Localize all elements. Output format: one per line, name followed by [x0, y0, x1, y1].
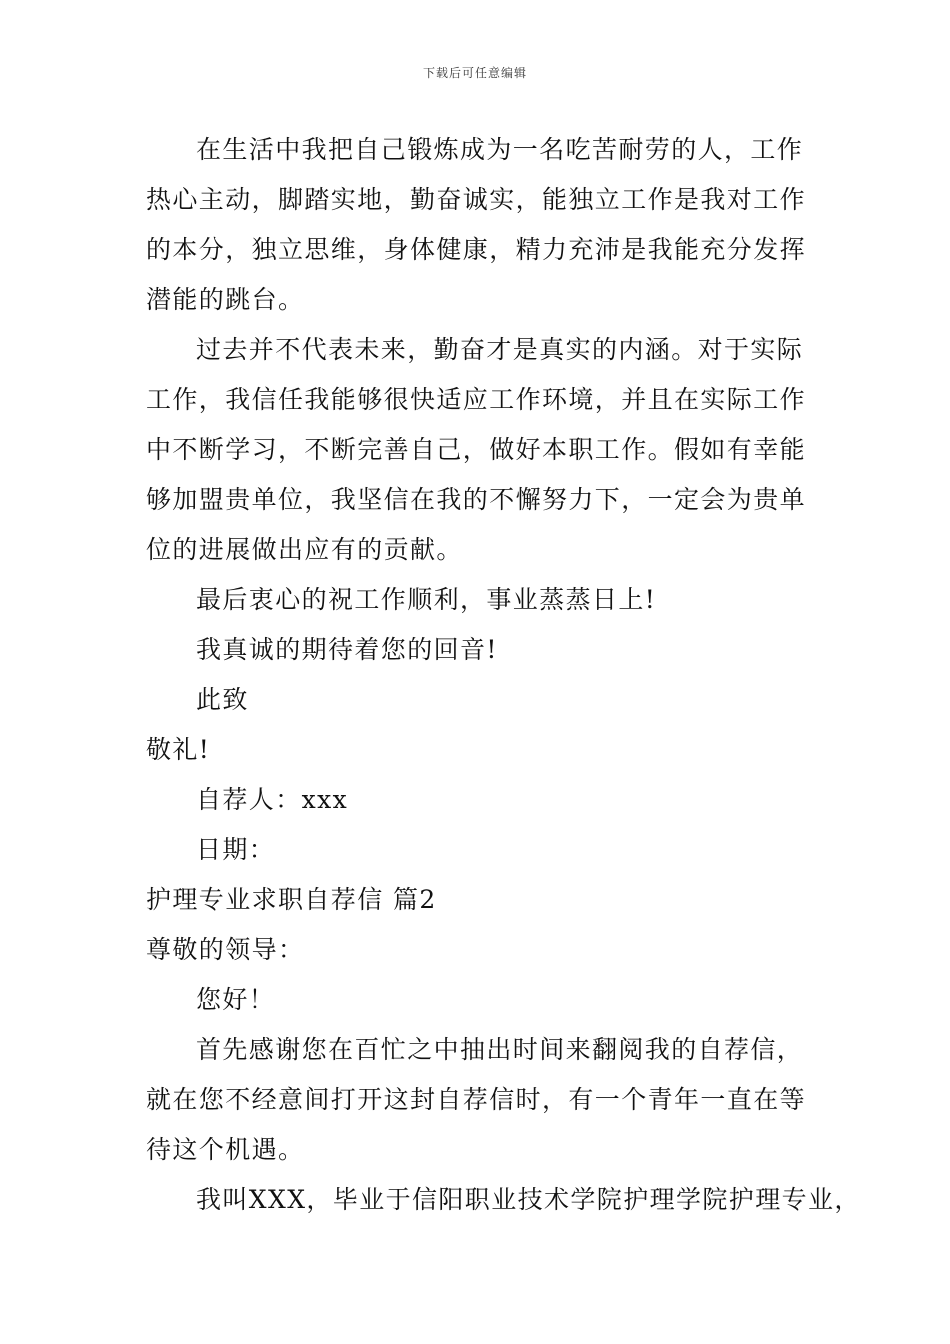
- paragraph-3-line-1: 首先感谢您在百忙之中抽出时间来翻阅我的自荐信，: [196, 1035, 804, 1064]
- salutation-cizhi: 此致: [196, 685, 249, 714]
- paragraph-2-line-1: 过去并不代表未来，勤奋才是真实的内涵。对于实际: [196, 335, 804, 364]
- closing-wish: 最后衷心的祝工作顺利，事业蒸蒸日上!: [196, 585, 657, 614]
- paragraph-2-line-5: 位的进展做出应有的贡献。: [146, 535, 463, 564]
- paragraph-3-line-3: 待这个机遇。: [146, 1135, 305, 1164]
- paragraph-1-line-3: 的本分，独立思维，身体健康，精力充沛是我能充分发挥: [146, 235, 807, 264]
- section-title: 护理专业求职自荐信 篇2: [146, 885, 437, 914]
- salutation-jingli: 敬礼!: [146, 735, 211, 764]
- closing-expectation: 我真诚的期待着您的回音!: [196, 635, 498, 664]
- paragraph-2-line-3: 中不断学习，不断完善自己，做好本职工作。假如有幸能: [146, 435, 807, 464]
- paragraph-4-line-1: 我叫XXX，毕业于信阳职业技术学院护理学院护理专业，: [196, 1185, 861, 1214]
- paragraph-2-line-2: 工作，我信任我能够很快适应工作环境，并且在实际工作: [146, 385, 807, 414]
- paragraph-1-line-4: 潜能的跳台。: [146, 285, 305, 314]
- greeting-hello: 您好！: [196, 985, 276, 1014]
- greeting-recipient: 尊敬的领导：: [146, 935, 305, 964]
- paragraph-3-line-2: 就在您不经意间打开这封自荐信时，有一个青年一直在等: [146, 1085, 807, 1114]
- paragraph-2-line-4: 够加盟贵单位，我坚信在我的不懈努力下，一定会为贵单: [146, 485, 807, 514]
- paragraph-1-line-1: 在生活中我把自己锻炼成为一名吃苦耐劳的人，工作: [196, 135, 804, 164]
- signature-line: 自荐人：xxx: [196, 785, 349, 814]
- date-line: 日期：: [196, 835, 276, 864]
- paragraph-1-line-2: 热心主动，脚踏实地，勤奋诚实，能独立工作是我对工作: [146, 185, 807, 214]
- page-header-note: 下载后可任意编辑: [422, 66, 527, 80]
